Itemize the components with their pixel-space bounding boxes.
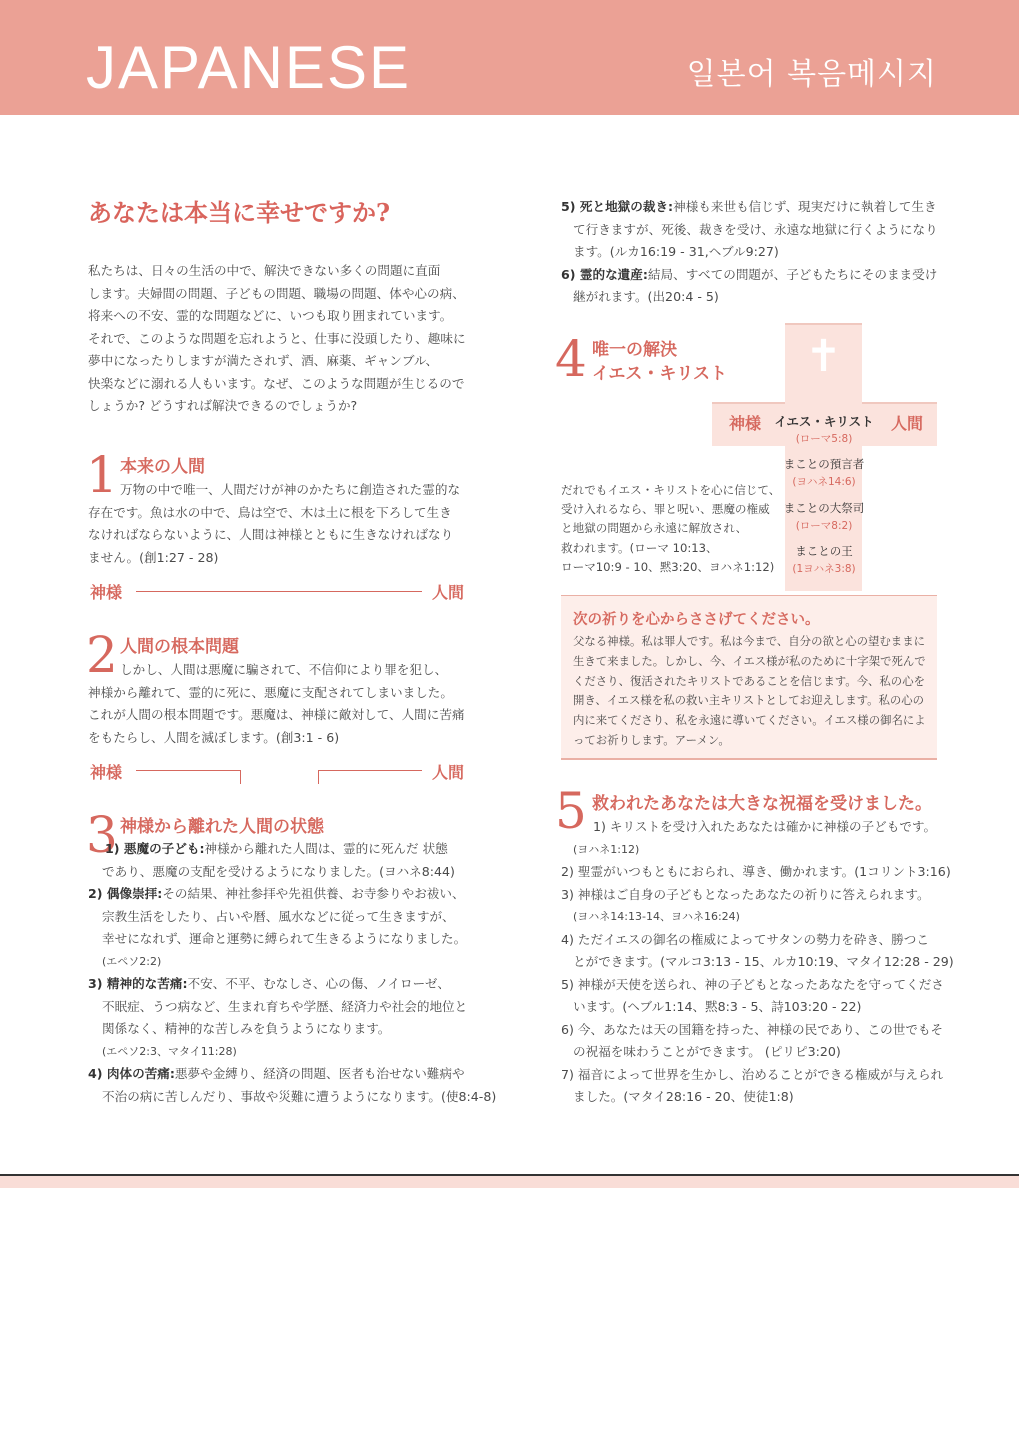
list-item: 1) 悪魔の子ども:神様から離れた人間は、霊的に死んだ 状態 であり、悪魔の支配を受けるようになりました。(ヨハネ8:44) <box>102 841 455 879</box>
section5-line: ました。(マタイ28:16 - 20、使徒1:8) <box>573 1089 794 1104</box>
cross-left-edge <box>712 402 785 404</box>
role-title: まことの預言者 <box>783 457 865 471</box>
prayer-text <box>573 632 926 751</box>
section4-heading-line2: イエス・キリスト <box>592 364 727 384</box>
page-header <box>0 0 1019 115</box>
role-ref: (ローマ8:2) <box>795 520 853 532</box>
prayer-line: 生きて来ました。しかし、今、イエス様が私のために十字架で死んで <box>573 653 926 668</box>
intro-line: しょうか? どうすれば解決できるのでしょうか? <box>88 398 358 413</box>
list-item: 3) 精神的な苦痛:不安、不平、むなしさ、心の傷、ノイローゼ、 不眠症、うつ病など、生まれ育ちや学歴、経済力や社会的地位と 関係なく、精神的な苦しみを負うようになります。 (エペソ2:3、マタイ11:28) <box>88 976 468 1058</box>
cross-god-label: 神様 <box>729 414 762 433</box>
section4-line: 救われます。(ローマ 10:13、 <box>561 540 718 555</box>
section5-line: 6) 今、あなたは天の国籍を持った、神様の民であり、この世でもそ <box>561 1021 944 1037</box>
section1-heading: 本来の人間 <box>120 457 205 477</box>
intro-line: します。夫婦間の問題、子どもの問題、職場の問題、体や心の病、 <box>88 285 465 301</box>
intro-paragraph <box>88 260 466 418</box>
section5-line: います。(ヘブル1:14、黙8:3 - 5、詩103:20 - 22) <box>573 999 862 1014</box>
role-ref: (ヨハネ14:6) <box>792 476 856 488</box>
header-title: JAPANESE <box>86 34 411 101</box>
header-subtitle: 일본어 복음메시지 <box>686 57 937 92</box>
section4-heading-line1: 唯一の解決 <box>592 340 677 360</box>
role-title: まことの王 <box>795 544 853 558</box>
section3-number: 3 <box>86 806 118 864</box>
list-item: 5) 死と地獄の裁き:神様も来世も信じず、現実だけに執着して生き て行きますが、死後、裁きを受け、永遠な地獄に行くようになり ます。(ルカ16:19 - 31,ヘブル9:27) <box>561 199 938 259</box>
section2-number: 2 <box>86 626 118 684</box>
prayer-line: 内に来てくださり、私を永遠に導いてください。イエス様の御名によ <box>573 713 926 728</box>
section4-line: 受け入れるなら、罪と呪い、悪魔の権威 <box>561 502 770 517</box>
cross-human-label: 人間 <box>891 414 924 433</box>
list-item: 2) 偶像崇拝:その結果、神社参拝や先祖供養、お寺参りやお祓い、 宗教生活をしたり、占いや暦、風水などに従って生きますが、 幸せになれず、運命と運勢に縛られて生きるようになりました。 (エペソ2:2) <box>88 886 467 968</box>
connected-line <box>136 591 422 592</box>
section5-line: 2) 聖霊がいつもともにおられ、導き、働かれます。(1コリント3:16) <box>561 864 951 879</box>
intro-line: 将来への不安、霊的な問題などに、いつも取り囲まれています。 <box>88 308 453 323</box>
list-item: 4) 肉体の苦痛:悪夢や金縛り、経済の問題、医者も治せない難病や 不治の病に苦しんだり、事故や災難に遭うようになります。(使8:4-8) <box>88 1066 497 1104</box>
section2-line: をもたらし、人間を滅ぼします。(創3:1 - 6) <box>88 729 340 745</box>
section3-heading: 神様から離れた人間の状態 <box>120 817 324 837</box>
cross-center-title: イエス・キリスト <box>774 414 874 429</box>
section1-line: 万物の中で唯一、人間だけが神のかたちに創造された霊的な <box>120 482 461 497</box>
section4-line: と地獄の問題から永遠に解放され、 <box>561 521 748 536</box>
section5-line: とができます。(マルコ3:13 - 15、ルカ10:19、マタイ12:28 - 29) <box>573 954 954 969</box>
section1-god-label: 神様 <box>90 583 123 602</box>
cross-center-ref: (ローマ5:8) <box>795 433 853 445</box>
section5-heading: 救われたあなたは大きな祝福を受けました。 <box>592 794 932 814</box>
intro-line: 夢中になったりしますが満たされず、酒、麻薬、ギャンブル、 <box>88 353 439 368</box>
section5-list <box>561 816 954 1109</box>
intro-line: 快楽などに溺れる人もいます。なぜ、このような問題が生じるので <box>88 375 465 391</box>
broken-line-left-tick <box>240 770 241 784</box>
footer-band <box>0 1176 1019 1188</box>
section2-line: これが人間の根本問題です。悪魔は、神様に敵対して、人間に苦痛 <box>88 707 465 722</box>
prayer-line: ってお祈りします。アーメン。 <box>573 732 730 747</box>
section5-line: 5) 神様が天使を送られ、神の子どもとなったあなたを守ってくださ <box>561 976 944 992</box>
section5-line: 3) 神様はご自身の子どもとなったあなたの祈りに答えられます。 <box>561 886 930 902</box>
section1-line: なければならないように、人間は神様とともに生きなければなり <box>88 527 454 542</box>
cross-right-edge <box>862 402 937 404</box>
prayer-line: 開き、イエス様を私の救い主キリストとしてお迎えします。私の心の <box>573 693 925 708</box>
role-title: まことの大祭司 <box>783 501 865 515</box>
section1-human-label: 人間 <box>432 583 465 602</box>
section4-number: 4 <box>555 330 587 388</box>
section5-line: 7) 福音によって世界を生かし、治めることができる権威が与えられ <box>561 1066 944 1082</box>
section2-human-label: 人間 <box>432 763 465 782</box>
cross-icon: ✝ <box>805 331 842 382</box>
role-ref: (1ヨハネ3:8) <box>792 563 856 575</box>
section2-text <box>88 659 465 749</box>
prayer-line: くださり、復活されたキリストであることを信じます。今、私の心を <box>573 673 925 688</box>
list-item: 6) 霊的な遺産:結局、すべての問題が、子どもたちにそのまま受け 継がれます。(出20:4 - 5) <box>561 266 938 304</box>
broken-line-left <box>136 770 240 771</box>
section5-line: (ヨハネ14:13-14、ヨハネ16:24) <box>573 910 740 923</box>
section5-number: 5 <box>555 782 587 840</box>
intro-line: 私たちは、日々の生活の中で、解決できない多くの問題に直面 <box>88 263 441 278</box>
main-title: あなたは本当に幸せですか? <box>88 198 391 227</box>
section5-line: の祝福を味わうことができます。 (ピリピ3:20) <box>573 1044 841 1059</box>
section1-number: 1 <box>86 446 118 504</box>
prayer-line: 父なる神様。私は罪人です。私は今まで、自分の欲と心の望むままに <box>573 634 925 648</box>
section2-god-label: 神様 <box>90 763 123 782</box>
section2-line: しかし、人間は悪魔に騙されて、不信仰により罪を犯し、 <box>120 662 448 677</box>
broken-line-right <box>318 770 422 771</box>
prayer-heading: 次の祈りを心からささげてください。 <box>573 611 820 628</box>
section4-line: だれでもイエス・キリストを心に信じて、 <box>561 483 781 497</box>
section5-line: (ヨハネ1:12) <box>573 842 640 856</box>
section4-line: ローマ10:9 - 10、黙3:20、ヨハネ1:12) <box>561 559 775 574</box>
section5-line: 1) キリストを受け入れたあなたは確かに神様の子どもです。 <box>593 819 937 834</box>
prayer-box <box>561 595 937 760</box>
section3-continued-list <box>561 196 938 309</box>
section1-text <box>88 479 460 569</box>
section2-line: 神様から離れて、霊的に死に、悪魔に支配されてしまいました。 <box>88 684 453 700</box>
section5-line: 4) ただイエスの御名の権威によってサタンの勢力を砕き、勝つこ <box>561 931 929 947</box>
cross-top-edge <box>785 323 862 325</box>
broken-line-right-tick <box>318 770 319 784</box>
section2-heading: 人間の根本問題 <box>120 637 239 657</box>
section1-line: 存在です。魚は水の中で、鳥は空で、木は土に根を下ろして生き <box>88 504 452 520</box>
section3-list <box>88 838 496 1108</box>
section1-line: ません。(創1:27 - 28) <box>88 549 219 565</box>
intro-line: それで、このような問題を忘れようと、仕事に没頭したり、趣味に <box>88 330 466 346</box>
section4-text <box>561 481 780 577</box>
